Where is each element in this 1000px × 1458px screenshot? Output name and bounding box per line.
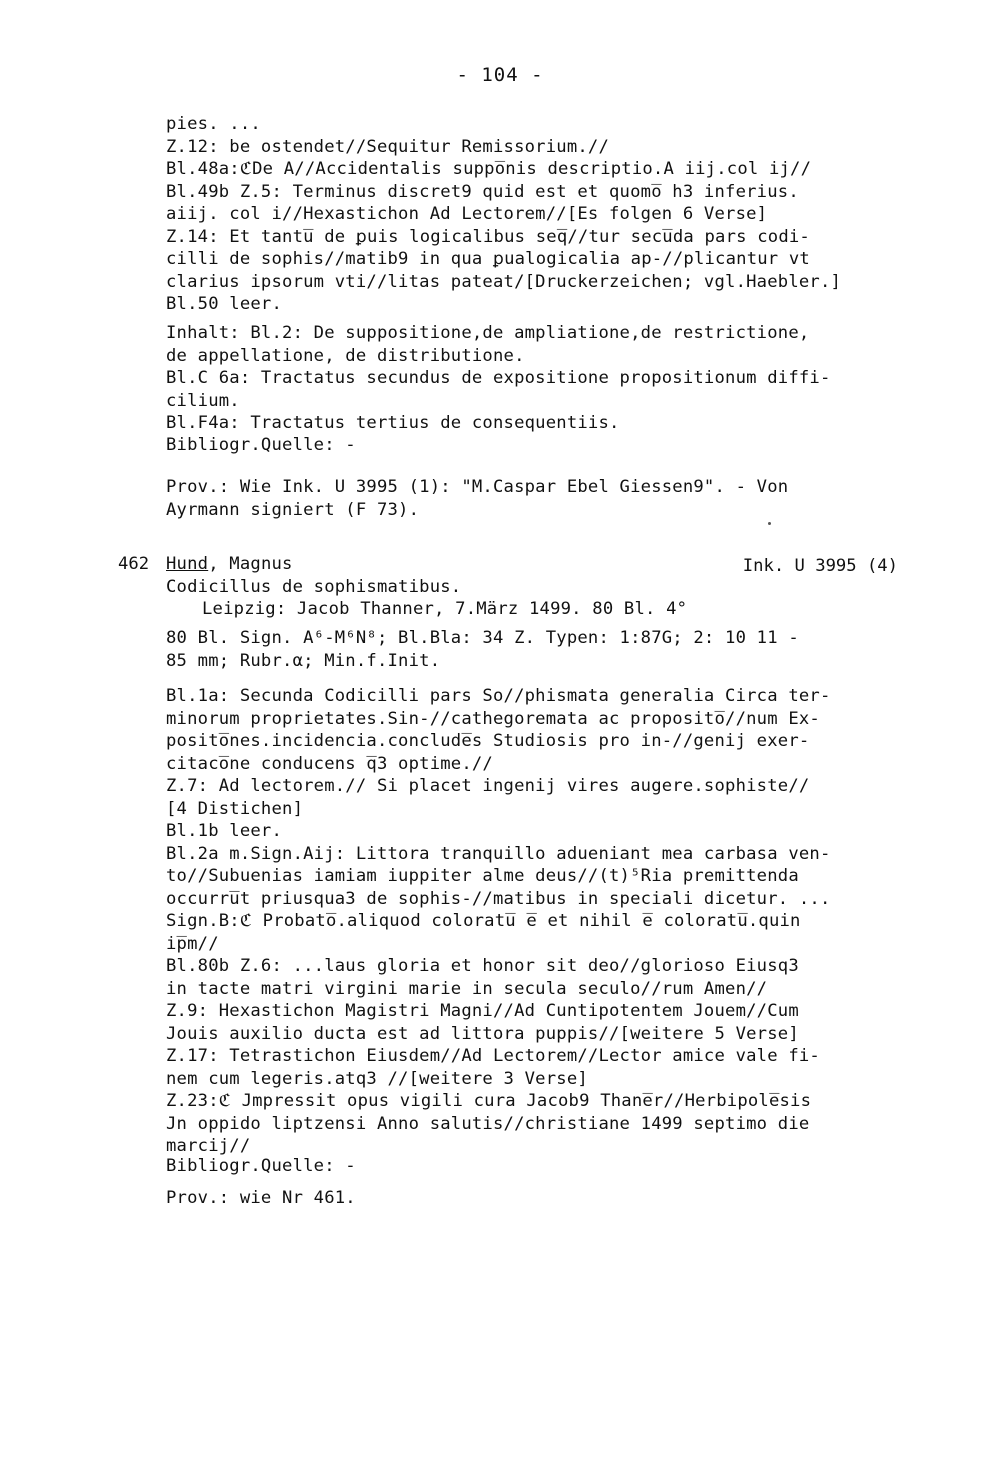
- contents-line: Bl.F4a: Tractatus tertius de consequentiis.: [166, 413, 620, 433]
- provenance-line: Prov.: Wie Ink. U 3995 (1): "M.Caspar Ebel Giessen9". - Von: [166, 477, 789, 497]
- description-line: Bl.1b leer.: [166, 821, 283, 841]
- text-line: Bl.50 leer.: [166, 294, 283, 314]
- entry-462-bibliography: [166, 1155, 926, 1178]
- description-line: Jn oppido liptzensi Anno salutis//christiane 1499 septimo die: [166, 1113, 810, 1134]
- text-line: Bl.49b Z.5: Terminus discret9 quid est et quomo̅ h3 inferius.: [166, 181, 799, 202]
- contents-line: Inhalt: Bl.2: De suppositione,de ampliatione,de restrictione,: [166, 323, 810, 343]
- description-line: Bl.2a m.Sign.Aij: Littora tranquillo adueniant mea carbasa ven-: [166, 843, 831, 864]
- description-line: Z.7: Ad lectorem.// Si placet ingenij vires augere.sophiste//: [166, 776, 810, 796]
- description-line: Z.17: Tetrastichon Eiusdem//Ad Lectorem//Lector amice vale fi-: [166, 1046, 820, 1066]
- contents-line: de appellatione, de distributione.: [166, 345, 525, 366]
- description-line: [4 Distichen]: [166, 798, 304, 819]
- entry-462-heading: [166, 553, 926, 621]
- description-line: citaco̅ne conducens q̅3 optime.//: [166, 753, 493, 774]
- entry-461-provenance: [166, 476, 926, 521]
- work-title: Codicillus de sophismatibus.: [166, 576, 462, 597]
- description-line: in tacte matri virgini marie in secula seculo//rum Amen//: [166, 978, 768, 999]
- page-number: - 104 -: [456, 64, 544, 86]
- description-line: posito̅nes.incidencia.conclude̅s Studiosis pro in-//genij exer-: [166, 731, 810, 751]
- description-line: nem cum legeris.atq3 //[weitere 3 Verse]: [166, 1068, 588, 1089]
- text-line: Z.14: Et tantu̅ de ꝑuis logicalibus seq̅//tur secu̅da pars codi-: [166, 226, 810, 247]
- contents-line: cilium.: [166, 390, 240, 411]
- description-line: to//Subuenias iamiam iuppiter alme deus//(t)⁵Ria premittenda: [166, 866, 799, 886]
- description-line: Jouis auxilio ducta est ad littora puppis//[weitere 5 Verse]: [166, 1023, 799, 1044]
- contents-line: Bl.C 6a: Tractatus secundus de expositione propositionum diffi-: [166, 368, 831, 388]
- text-line: Z.12: be ostendet//Sequitur Remissorium.//: [166, 136, 610, 157]
- description-line: Z.23:ℭ Jmpressit opus vigili cura Jacob9 Thane̅r//Herbipole̅sis: [166, 1091, 812, 1111]
- provenance-line: Prov.: wie Nr 461.: [166, 1188, 356, 1208]
- author-line: [166, 553, 926, 576]
- entry-462-provenance: [166, 1187, 926, 1210]
- description-line: Bl.1a: Secunda Codicilli pars So//phismata generalia Circa ter-: [166, 686, 831, 706]
- author-surname: Hund: [166, 554, 209, 574]
- description-line: marcij//: [166, 1136, 251, 1156]
- text-line: clarius ipsorum vti//litas pateat/[Druckerzeichen; vgl.Haebler.]: [166, 271, 842, 292]
- imprint: Leipzig: Jacob Thanner, 7.März 1499. 80 Bl. 4°: [202, 599, 688, 619]
- description-line: occurru̅t priusqua3 de sophis-//matibus in speciali dicetur. ...: [166, 888, 831, 909]
- text-line: cilli de sophis//matib9 in qua ꝑualogicalia ap-//plicantur vt: [166, 249, 810, 269]
- text-line: aiij. col i//Hexastichon Ad Lectorem//[Es folgen 6 Verse]: [166, 204, 768, 224]
- provenance-line: Ayrmann signiert (F 73).: [166, 499, 420, 520]
- entry-461-bibliography: [166, 434, 926, 457]
- collation-line: 80 Bl. Sign. A⁶-M⁶N⁸; Bl.Bla: 34 Z. Typen: 1:87G; 2: 10 11 -: [166, 628, 799, 648]
- description-line: Bl.80b Z.6: ...laus gloria et honor sit deo//glorioso Eiusq3: [166, 956, 799, 976]
- bibliography-line: Bibliogr.Quelle: -: [166, 1156, 356, 1176]
- description-line: ip̅m//: [166, 933, 219, 954]
- entry-461-contents: [166, 322, 926, 435]
- entry-number: 462: [118, 554, 150, 574]
- author-given: , Magnus: [208, 554, 293, 574]
- description-line: minorum proprietates.Sin-//cathegoremata ac proposito̅//num Ex-: [166, 708, 820, 729]
- description-line: Z.9: Hexastichon Magistri Magni//Ad Cuntipotentem Jouem//Cum: [166, 1001, 799, 1021]
- description-line: Sign.B:ℭ Probato̅.aliquod coloratu̅ e̅ et nihil e̅ coloratu̅.quin: [166, 911, 801, 931]
- entry-462-collation: [166, 627, 926, 672]
- bibliography-line: Bibliogr.Quelle: -: [166, 435, 356, 455]
- stray-mark: [768, 522, 771, 525]
- shelfmark: Ink. U 3995 (4): [742, 556, 898, 576]
- entry-461-continuation: [166, 113, 926, 316]
- text-line: Bl.48a:ℭDe A//Accidentalis suppo̅nis descriptio.A iij.col ij//: [166, 159, 812, 179]
- entry-462-description: [166, 685, 926, 1158]
- text-line: pies. ...: [166, 114, 261, 134]
- collation-line: 85 mm; Rubr.α; Min.f.Init.: [166, 650, 441, 671]
